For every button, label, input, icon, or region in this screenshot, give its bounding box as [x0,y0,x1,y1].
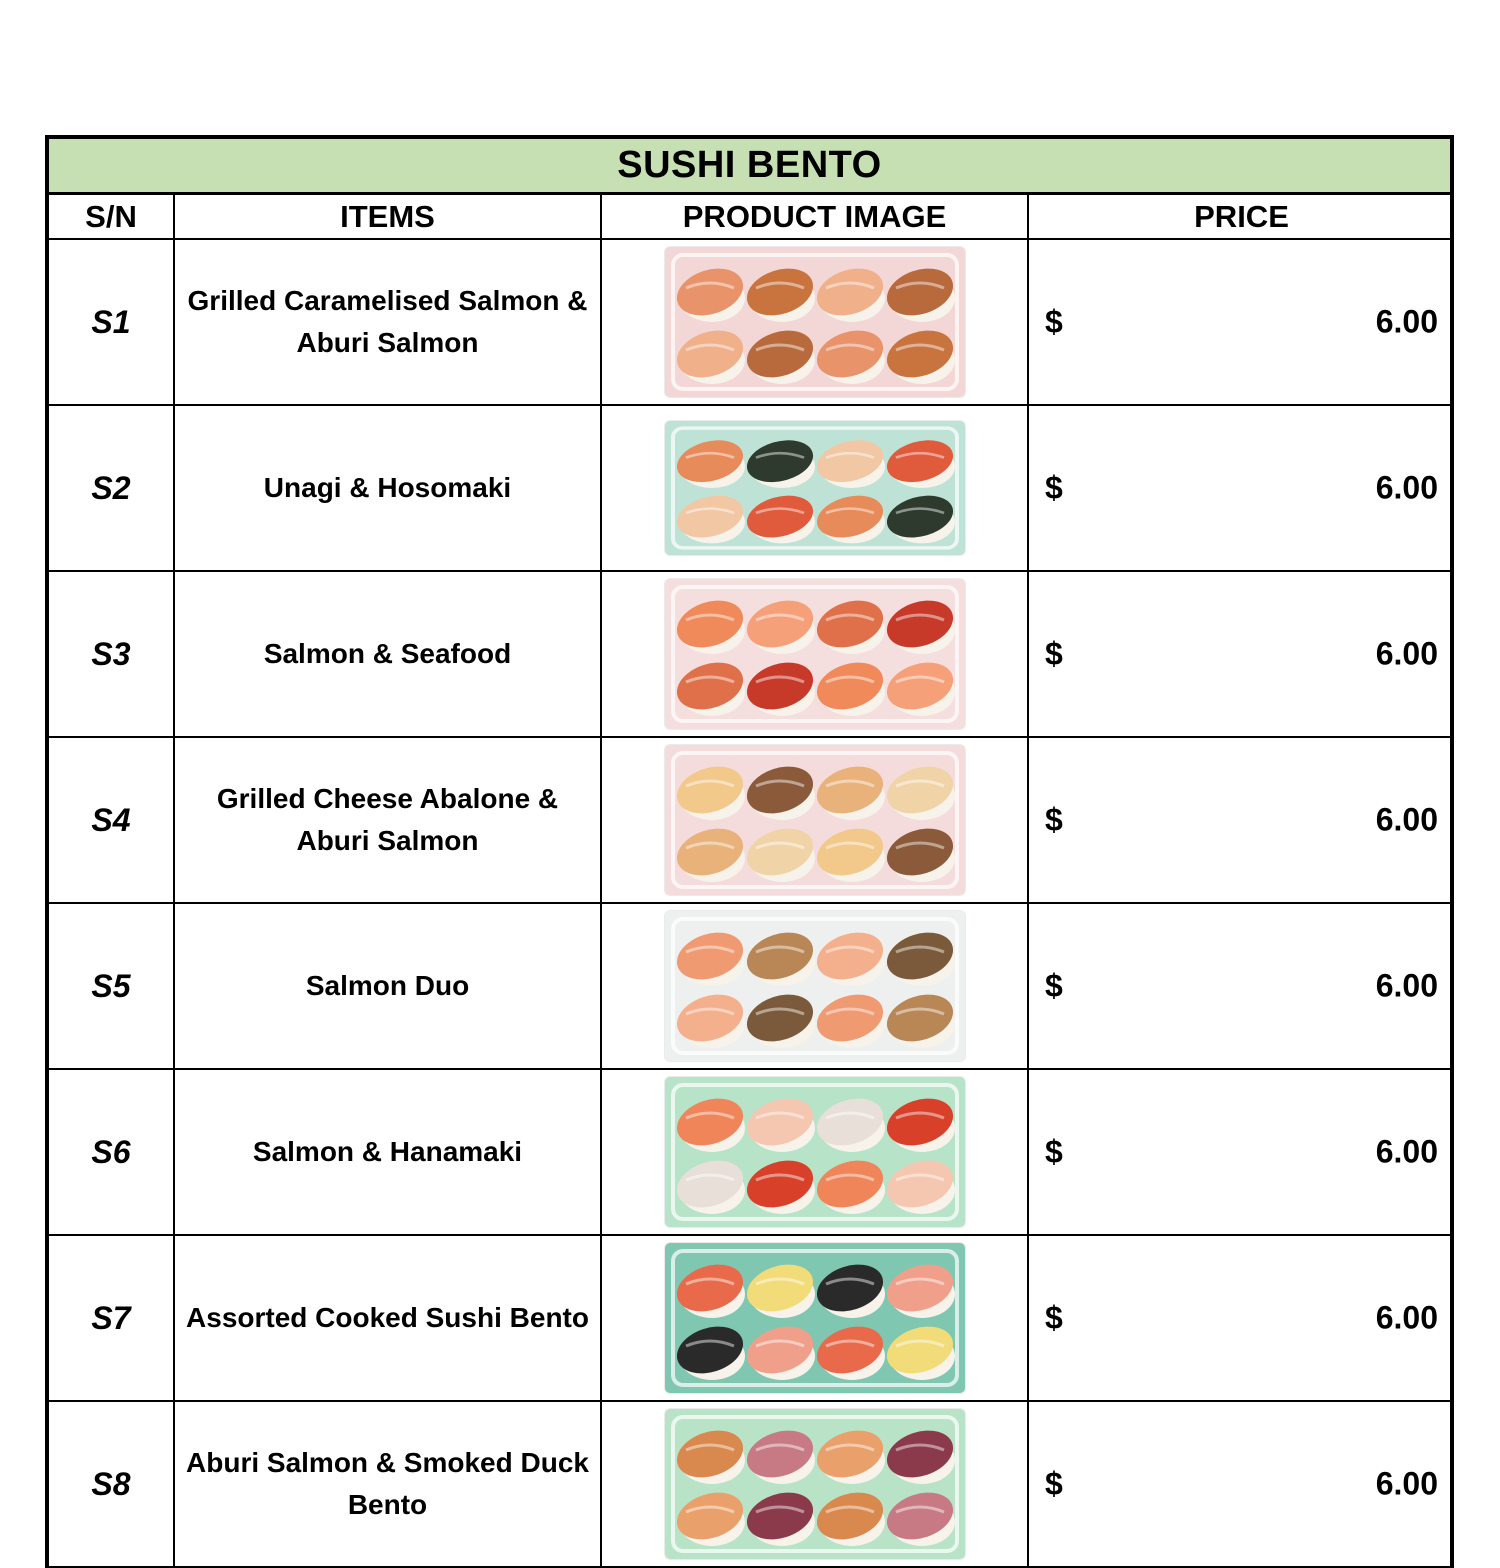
row-sn: S3 [49,571,174,737]
item-name-line: Salmon Duo [305,970,470,1001]
header-items: ITEMS [174,195,601,239]
item-name-line: Aburi Salmon [296,825,479,856]
menu-row [49,1235,1454,1401]
price-amount: 6.00 [1375,635,1438,672]
price-amount: 6.00 [1375,801,1438,838]
row-sn: S2 [49,405,174,571]
grilled-salmon-sushi-tray-image [665,247,965,397]
row-product-image [601,903,1028,1069]
price-amount: 6.00 [1375,469,1438,506]
row-product-image [601,571,1028,737]
menu-row [49,903,1454,1069]
menu-row [49,1069,1454,1235]
currency-symbol: $ [1045,469,1063,506]
menu-sheet [45,135,1454,1568]
row-product-image [601,405,1028,571]
row-item-name [174,1235,601,1401]
item-name-line: Aburi Salmon & Smoked Duck [186,1447,589,1478]
price-amount: 6.00 [1375,1465,1438,1502]
item-name-line: Grilled Cheese Abalone & [216,783,559,814]
row-price [1028,1235,1454,1401]
salmon-seafood-tray-image [665,579,965,729]
salmon-hanamaki-tray-image [665,1077,965,1227]
currency-symbol: $ [1045,801,1063,838]
header-row [49,195,1454,239]
menu-row [49,239,1454,405]
row-price [1028,405,1454,571]
row-item-name [174,1401,601,1567]
row-sn: S7 [49,1235,174,1401]
price-amount: 6.00 [1375,303,1438,340]
currency-symbol: $ [1045,1133,1063,1170]
row-item-name [174,1069,601,1235]
header-product-image: PRODUCT IMAGE [601,195,1028,239]
item-name-line: Unagi & Hosomaki [263,472,512,503]
item-name-line: Salmon & Hanamaki [252,1136,523,1167]
menu-table [49,195,1454,1568]
currency-symbol: $ [1045,303,1063,340]
row-item-name [174,571,601,737]
row-product-image [601,1069,1028,1235]
assorted-cooked-sushi-tray-image [665,1243,965,1393]
row-item-name [174,239,601,405]
price-amount: 6.00 [1375,1299,1438,1336]
menu-row [49,405,1454,571]
row-sn: S8 [49,1401,174,1567]
menu-row [49,1401,1454,1567]
row-sn: S4 [49,737,174,903]
row-sn: S6 [49,1069,174,1235]
row-item-name [174,405,601,571]
item-name-line: Aburi Salmon [296,327,479,358]
cheese-abalone-tray-image [665,745,965,895]
row-price [1028,1401,1454,1567]
item-name-line: Bento [347,1489,428,1520]
header-sn: S/N [49,195,174,239]
unagi-hosomaki-tray-image [665,421,965,555]
row-sn: S1 [49,239,174,405]
price-amount: 6.00 [1375,967,1438,1004]
row-price [1028,571,1454,737]
currency-symbol: $ [1045,1465,1063,1502]
item-name-line: Salmon & Seafood [263,638,512,669]
row-item-name [174,903,601,1069]
row-sn: S5 [49,903,174,1069]
item-name-line: Grilled Caramelised Salmon & [187,285,588,316]
row-price [1028,903,1454,1069]
salmon-duo-tray-image [665,911,965,1061]
aburi-salmon-smoked-duck-tray-image [665,1409,965,1559]
row-product-image [601,1401,1028,1567]
row-item-name [174,737,601,903]
currency-symbol: $ [1045,1299,1063,1336]
currency-symbol: $ [1045,967,1063,1004]
menu-title: SUSHI BENTO [49,139,1450,195]
row-price [1028,1069,1454,1235]
menu-row [49,571,1454,737]
currency-symbol: $ [1045,635,1063,672]
row-price [1028,239,1454,405]
row-product-image [601,737,1028,903]
row-product-image [601,1235,1028,1401]
row-price [1028,737,1454,903]
menu-row [49,737,1454,903]
item-name-line: Assorted Cooked Sushi Bento [186,1302,589,1333]
row-product-image [601,239,1028,405]
price-amount: 6.00 [1375,1133,1438,1170]
header-price: PRICE [1028,195,1454,239]
